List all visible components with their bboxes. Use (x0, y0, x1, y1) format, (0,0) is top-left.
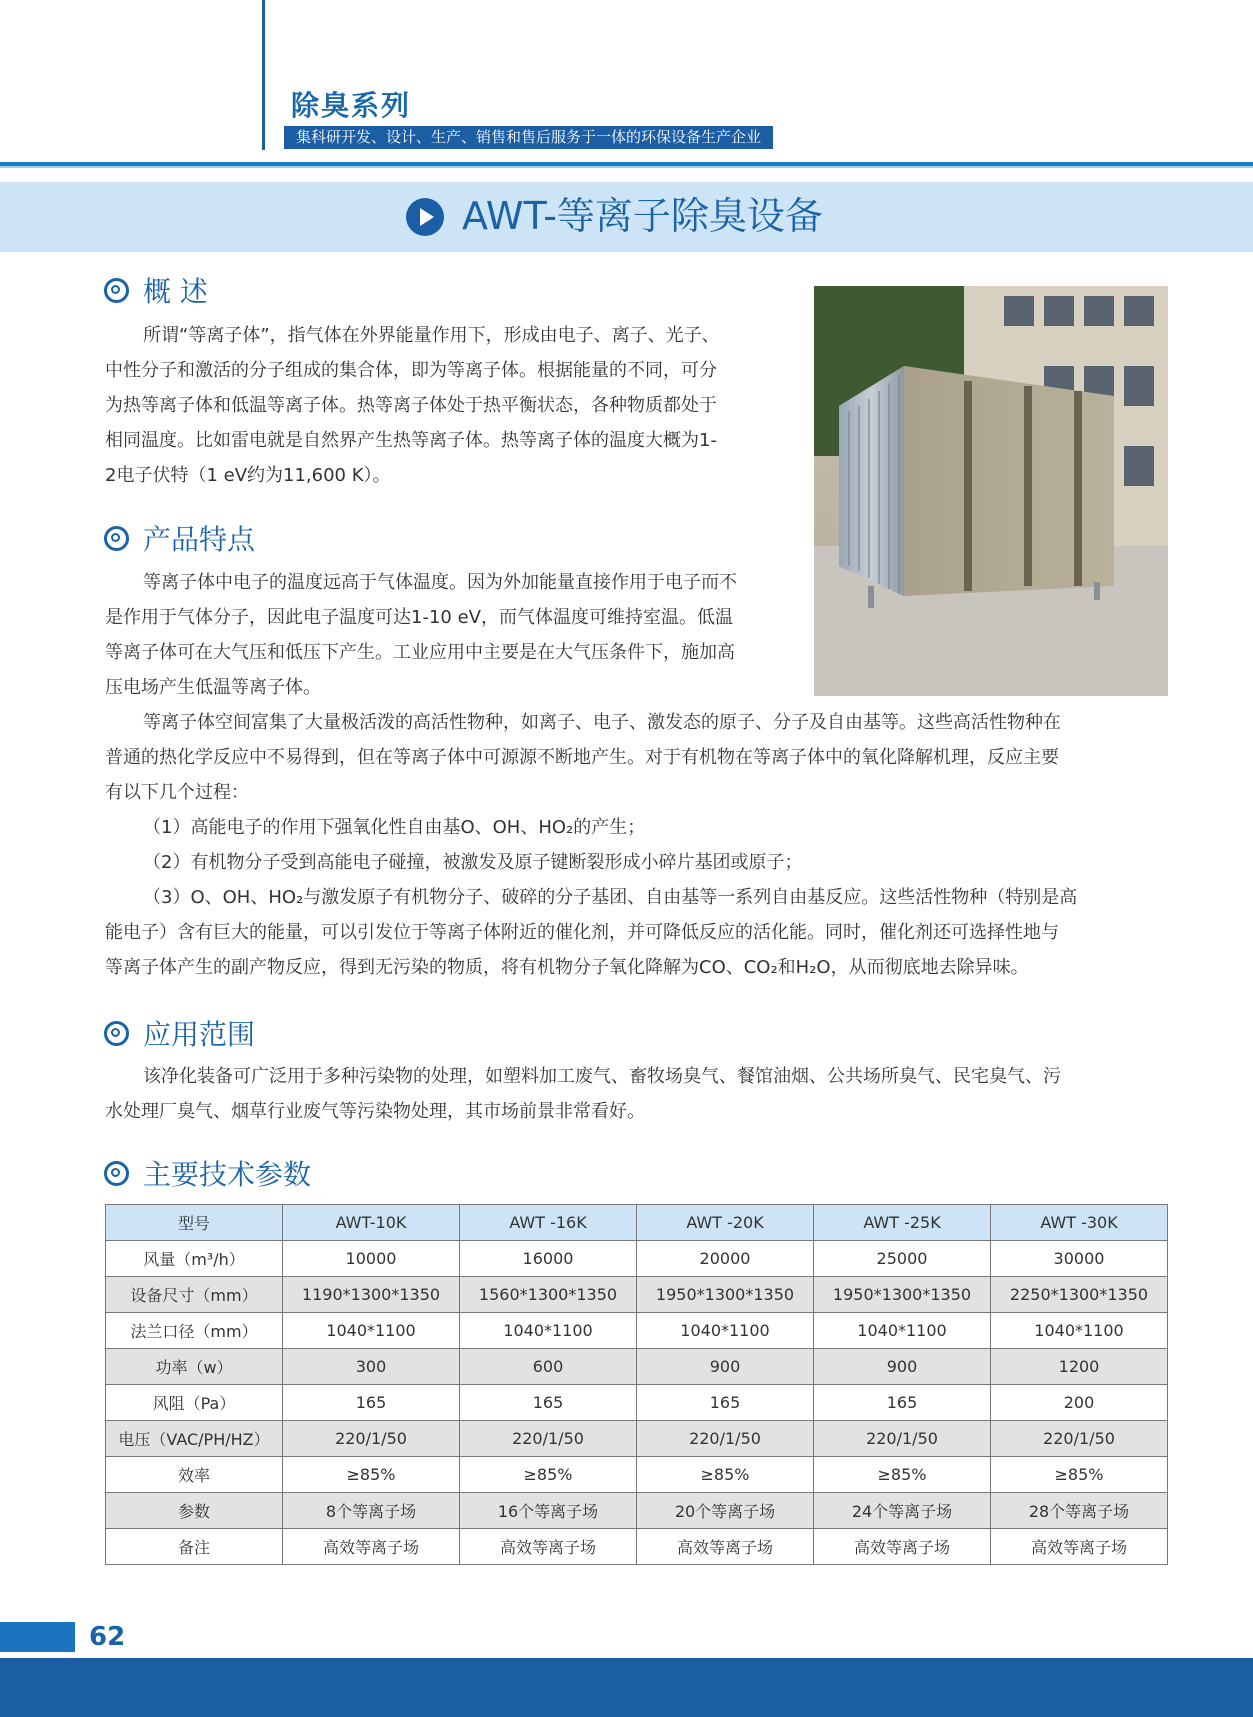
row-label-cell: 参数 (106, 1493, 283, 1529)
text-line: 是作用于气体分子，因此电子温度可达1-10 eV，而气体温度可维持室温。低温 (105, 607, 733, 628)
section-heading-specs (104, 1157, 311, 1193)
section-heading-features (104, 522, 255, 558)
text-line: 该净化装备可广泛用于多种污染物的处理，如塑料加工废气、畜牧场臭气、餐馆油烟、公共场所臭气、民宅臭气、污 (143, 1066, 1061, 1087)
model-header-cell: AWT -25K (814, 1205, 991, 1241)
table-cell: 16个等离子场 (460, 1493, 637, 1529)
text-line: 能电子）含有巨大的能量，可以引发位于等离子体附近的催化剂，并可降低反应的活化能。同时，催化剂还可选择性地与 (105, 922, 1059, 943)
row-label-cell: 风阻（Pa） (106, 1385, 283, 1421)
model-header-cell: AWT -20K (637, 1205, 814, 1241)
row-label-cell: 功率（w） (106, 1349, 283, 1385)
table-cell: 1040*1100 (637, 1313, 814, 1349)
table-row (106, 1313, 1168, 1349)
features-paragraph-full (105, 705, 1168, 985)
bullet-ring-icon (104, 526, 129, 551)
table-cell: 165 (460, 1385, 637, 1421)
text-line: （3）O、OH、HO₂与激发原子有机物分子、破碎的分子基团、自由基等一系列自由基反应。这些活性物种（特别是高 (143, 887, 1078, 908)
text-line: （2）有机物分子受到高能电子碰撞，被激发及原子键断裂形成小碎片基团或原子； (143, 852, 803, 873)
table-cell: ≥85% (814, 1457, 991, 1493)
table-cell: 220/1/50 (283, 1421, 460, 1457)
table-row (106, 1241, 1168, 1277)
row-label-cell: 电压（VAC/PH/HZ） (106, 1421, 283, 1457)
table-cell: 1950*1300*1350 (814, 1277, 991, 1313)
table-cell: 1200 (991, 1349, 1168, 1385)
table-cell: 1040*1100 (460, 1313, 637, 1349)
section-heading-text: 产品特点 (143, 523, 256, 556)
table-cell: ≥85% (460, 1457, 637, 1493)
bullet-ring-icon (104, 278, 129, 303)
section-heading-application (104, 1017, 255, 1053)
table-cell: 20个等离子场 (637, 1493, 814, 1529)
table-cell: 220/1/50 (637, 1421, 814, 1457)
table-row (106, 1529, 1168, 1565)
footer-page-tab (0, 1622, 75, 1652)
table-row (106, 1277, 1168, 1313)
table-cell: 2250*1300*1350 (991, 1277, 1168, 1313)
model-header-cell: AWT -16K (460, 1205, 637, 1241)
table-cell: ≥85% (283, 1457, 460, 1493)
text-line: 压电场产生低温等离子体。 (105, 677, 321, 698)
row-label-cell: 设备尺寸（mm） (106, 1277, 283, 1313)
table-cell: ≥85% (991, 1457, 1168, 1493)
play-circle-icon (405, 197, 445, 237)
text-line: （1）高能电子的作用下强氧化性自由基O、OH、HO₂的产生； (143, 817, 646, 838)
table-row (106, 1385, 1168, 1421)
text-line: 为热等离子体和低温等离子体。热等离子体处于热平衡状态，各种物质都处于 (105, 395, 717, 416)
table-cell: 165 (637, 1385, 814, 1421)
text-line: 普通的热化学反应中不易得到，但在等离子体中可源源不断地产生。对于有机物在等离子体中的氧化降解机理，反应主要 (105, 747, 1059, 768)
table-cell: 900 (814, 1349, 991, 1385)
table-cell: 600 (460, 1349, 637, 1385)
table-cell: 165 (814, 1385, 991, 1421)
section-heading-text: 概 述 (143, 275, 208, 308)
table-cell: 30000 (991, 1241, 1168, 1277)
bullet-ring-icon (104, 1161, 129, 1186)
model-header-cell: AWT -30K (991, 1205, 1168, 1241)
table-cell: 165 (283, 1385, 460, 1421)
page-number: 62 (89, 1622, 126, 1652)
table-cell: 220/1/50 (460, 1421, 637, 1457)
series-subtitle: 集科研开发、设计、生产、销售和售后服务于一体的环保设备生产企业 (284, 126, 773, 149)
table-cell: 1190*1300*1350 (283, 1277, 460, 1313)
text-line: 2电子伏特（1 eV约为11,600 K）。 (105, 465, 391, 486)
row-label-cell: 风量（m³/h） (106, 1241, 283, 1277)
section-heading-text: 应用范围 (143, 1018, 256, 1051)
table-cell: 16000 (460, 1241, 637, 1277)
product-photo (814, 286, 1168, 696)
table-cell: ≥85% (637, 1457, 814, 1493)
table-cell: 1040*1100 (991, 1313, 1168, 1349)
table-cell: 220/1/50 (814, 1421, 991, 1457)
table-cell: 1040*1100 (814, 1313, 991, 1349)
table-cell: 25000 (814, 1241, 991, 1277)
table-header-cell: 型号 (106, 1205, 283, 1241)
product-title: AWT-等离子除臭设备 (462, 194, 823, 238)
text-line: 水处理厂臭气、烟草行业废气等污染物处理，其市场前景非常看好。 (105, 1101, 645, 1122)
section-heading-text: 主要技术参数 (143, 1158, 312, 1191)
table-cell: 20000 (637, 1241, 814, 1277)
table-row (106, 1349, 1168, 1385)
table-row (106, 1421, 1168, 1457)
text-line: 等离子体可在大气压和低压下产生。工业应用中主要是在大气压条件下，施加高 (105, 642, 735, 663)
bullet-ring-icon (104, 1021, 129, 1046)
table-cell: 200 (991, 1385, 1168, 1421)
table-cell: 28个等离子场 (991, 1493, 1168, 1529)
header-band-light (0, 166, 1253, 168)
table-cell: 10000 (283, 1241, 460, 1277)
table-cell: 1040*1100 (283, 1313, 460, 1349)
text-line: 等离子体产生的副产物反应，得到无污染的物质，将有机物分子氧化降解为CO、CO₂和H₂O，从而彻底地去除异味。 (105, 957, 1029, 978)
table-header-row (106, 1205, 1168, 1241)
table-cell: 24个等离子场 (814, 1493, 991, 1529)
table-cell: 高效等离子场 (460, 1529, 637, 1565)
section-heading-overview (104, 274, 208, 310)
table-cell: 900 (637, 1349, 814, 1385)
series-title: 除臭系列 (291, 89, 412, 122)
table-row (106, 1457, 1168, 1493)
row-label-cell: 效率 (106, 1457, 283, 1493)
table-cell: 1560*1300*1350 (460, 1277, 637, 1313)
row-label-cell: 法兰口径（mm） (106, 1313, 283, 1349)
header-divider-line (262, 0, 265, 150)
table-cell: 300 (283, 1349, 460, 1385)
table-cell: 1950*1300*1350 (637, 1277, 814, 1313)
row-label-cell: 备注 (106, 1529, 283, 1565)
text-line: 等离子体空间富集了大量极活泼的高活性物种，如离子、电子、激发态的原子、分子及自由基等。这些高活性物种在 (143, 712, 1061, 733)
application-paragraph (105, 1059, 1168, 1129)
text-line: 所谓“等离子体”，指气体在外界能量作用下，形成由电子、离子、光子、 (143, 325, 720, 346)
spec-table (105, 1204, 1168, 1565)
text-line: 中性分子和激活的分子组成的集合体，即为等离子体。根据能量的不同，可分 (105, 360, 717, 381)
text-line: 相同温度。比如雷电就是自然界产生热等离子体。热等离子体的温度大概为1- (105, 430, 717, 451)
table-cell: 220/1/50 (991, 1421, 1168, 1457)
model-header-cell: AWT-10K (283, 1205, 460, 1241)
text-line: 有以下几个过程： (105, 782, 249, 803)
table-cell: 高效等离子场 (283, 1529, 460, 1565)
table-cell: 8个等离子场 (283, 1493, 460, 1529)
overview-paragraph (105, 318, 800, 493)
table-row (106, 1493, 1168, 1529)
table-cell: 高效等离子场 (991, 1529, 1168, 1565)
table-cell: 高效等离子场 (637, 1529, 814, 1565)
footer-bar (0, 1658, 1253, 1717)
features-paragraph-short (105, 565, 803, 705)
text-line: 等离子体中电子的温度远高于气体温度。因为外加能量直接作用于电子而不 (143, 572, 737, 593)
table-cell: 高效等离子场 (814, 1529, 991, 1565)
